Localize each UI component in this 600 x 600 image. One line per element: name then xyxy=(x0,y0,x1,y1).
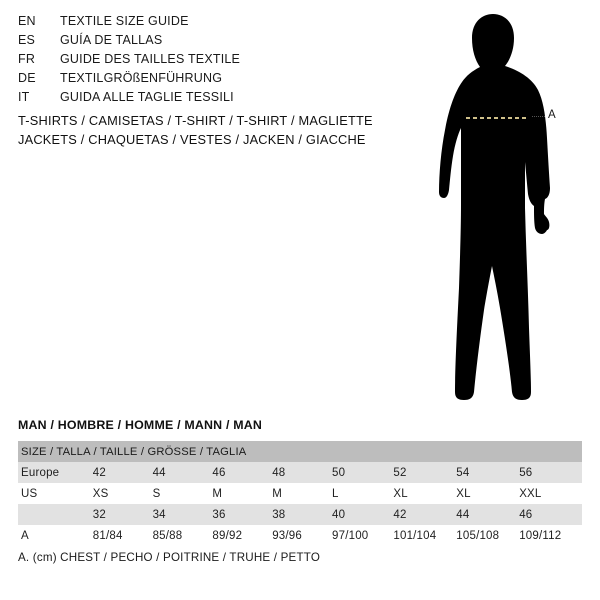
cell-europe-6: 54 xyxy=(456,462,519,483)
legend-code-es: ES xyxy=(18,33,36,47)
cell-us-6: XL xyxy=(456,483,519,504)
legend-row-fr xyxy=(18,52,398,71)
measure-label-a: A xyxy=(548,109,557,121)
cell-usnum-2: 36 xyxy=(212,504,272,525)
cell-a-5: 101/104 xyxy=(393,525,456,546)
garment-line-tshirts: T-SHIRTS / CAMISETAS / T-SHIRT / T-SHIRT / MAGLIETTE xyxy=(18,113,373,128)
row-label-us: US xyxy=(18,483,93,504)
cell-us-1: S xyxy=(153,483,213,504)
legend-row-en xyxy=(18,14,398,33)
legend-text-fr: GUIDE DES TAILLES TEXTILE xyxy=(60,52,241,66)
measure-leader-icon xyxy=(532,116,545,117)
body-figure xyxy=(398,8,598,408)
cell-us-2: M xyxy=(212,483,272,504)
cell-europe-1: 44 xyxy=(153,462,213,483)
cell-us-5: XL xyxy=(393,483,456,504)
cell-europe-4: 50 xyxy=(332,462,393,483)
cell-a-0: 81/84 xyxy=(93,525,153,546)
cell-usnum-3: 38 xyxy=(272,504,332,525)
legend-text-en: TEXTILE SIZE GUIDE xyxy=(60,14,189,28)
table-row-header xyxy=(18,441,582,462)
legend-row-de xyxy=(18,71,398,90)
garment-categories xyxy=(18,111,418,149)
cell-usnum-0: 32 xyxy=(93,504,153,525)
row-label-us-numeric xyxy=(18,504,93,525)
table-row xyxy=(18,462,582,483)
man-silhouette-icon xyxy=(398,8,598,408)
legend-row-es xyxy=(18,33,398,52)
cell-europe-7: 56 xyxy=(519,462,582,483)
table-row xyxy=(18,504,582,525)
cell-us-3: M xyxy=(272,483,332,504)
legend-row-it xyxy=(18,90,398,109)
legend-code-fr: FR xyxy=(18,52,36,66)
legend-text-it: GUIDA ALLE TAGLIE TESSILI xyxy=(60,90,234,104)
language-legend xyxy=(18,14,398,109)
legend-code-de: DE xyxy=(18,71,36,85)
garment-line-jackets: JACKETS / CHAQUETAS / VESTES / JACKEN / GIACCHE xyxy=(18,132,366,147)
cell-a-2: 89/92 xyxy=(212,525,272,546)
table-row xyxy=(18,525,582,546)
table-row xyxy=(18,483,582,504)
cell-a-1: 85/88 xyxy=(153,525,213,546)
cell-us-7: XXL xyxy=(519,483,582,504)
cell-usnum-5: 42 xyxy=(393,504,456,525)
legend-code-en: EN xyxy=(18,14,36,28)
cell-usnum-1: 34 xyxy=(153,504,213,525)
cell-a-7: 109/112 xyxy=(519,525,582,546)
measurement-footnote: A. (cm) CHEST / PECHO / POITRINE / TRUHE / PETTO xyxy=(18,551,321,564)
cell-europe-3: 48 xyxy=(272,462,332,483)
cell-a-4: 97/100 xyxy=(332,525,393,546)
legend-text-es: GUÍA DE TALLAS xyxy=(60,33,163,47)
cell-europe-2: 46 xyxy=(212,462,272,483)
cell-usnum-6: 44 xyxy=(456,504,519,525)
cell-a-3: 93/96 xyxy=(272,525,332,546)
cell-a-6: 105/108 xyxy=(456,525,519,546)
legend-code-it: IT xyxy=(18,90,30,104)
row-label-a: A xyxy=(18,525,93,546)
legend-text-de: TEXTILGRÖßENFÜHRUNG xyxy=(60,71,223,85)
cell-europe-0: 42 xyxy=(93,462,153,483)
cell-us-0: XS xyxy=(93,483,153,504)
table-header-label: SIZE / TALLA / TAILLE / GRÖSSE / TAGLIA xyxy=(18,441,582,462)
row-label-europe: Europe xyxy=(18,462,93,483)
cell-us-4: L xyxy=(332,483,393,504)
cell-usnum-4: 40 xyxy=(332,504,393,525)
size-table xyxy=(18,441,582,546)
cell-usnum-7: 46 xyxy=(519,504,582,525)
cell-europe-5: 52 xyxy=(393,462,456,483)
table-section-title: MAN / HOMBRE / HOMME / MANN / MAN xyxy=(18,418,263,432)
